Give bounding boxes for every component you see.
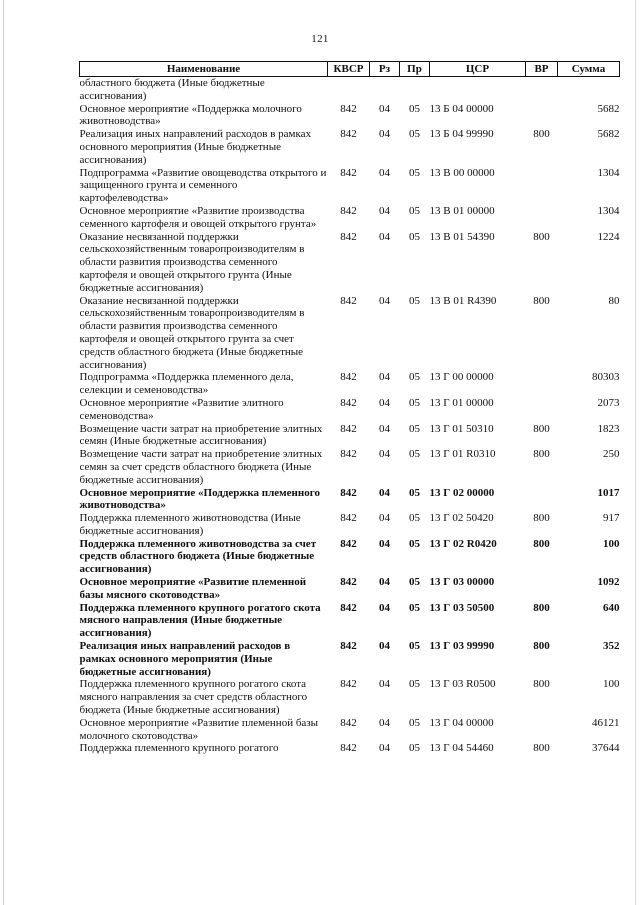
row-rz: 04	[379, 371, 390, 384]
row-vr: 800	[533, 678, 550, 691]
row-rz: 04	[379, 716, 390, 729]
row-tsr: 13 Г 01 R0310	[429, 448, 496, 461]
header-row	[80, 62, 620, 77]
row-rz: 04	[379, 640, 390, 653]
row-pr: 05	[409, 128, 420, 141]
row-sum: 1823	[597, 422, 620, 435]
row-vr: 800	[533, 230, 550, 243]
row-kvsr: 842	[340, 422, 357, 435]
row-sum: 640	[603, 601, 620, 614]
row-name: Основное мероприятие «Поддержка племенного животноводства»	[79, 486, 320, 512]
row-rz: 04	[379, 230, 390, 243]
table-row	[80, 487, 620, 513]
row-kvsr: 842	[340, 396, 357, 409]
row-rz: 04	[379, 601, 390, 614]
row-name: Поддержка племенного крупного рогатого скота мясного направления (Иные бюджетные ассигнования)	[79, 601, 321, 640]
row-kvsr: 842	[340, 512, 357, 525]
row-tsr: 13 Г 04 54460	[429, 742, 494, 755]
row-sum: 5682	[597, 102, 620, 115]
row-kvsr: 842	[340, 128, 357, 141]
row-pr: 05	[409, 601, 420, 614]
row-tsr: 13 Г 04 00000	[429, 716, 494, 729]
row-tsr: 13 Г 02 R0420	[429, 537, 497, 550]
table-row	[80, 371, 620, 397]
row-rz: 04	[379, 422, 390, 435]
row-name: Возмещение части затрат на приобретение элитных семян за счет средств областного бюджета (Иные бюджетные ассигнования)	[79, 448, 323, 486]
row-vr	[526, 717, 558, 743]
row-tsr: 13 Г 03 50500	[429, 601, 495, 614]
row-tsr: 13 Г 03 00000	[429, 576, 495, 589]
row-name: областного бюджета (Иные бюджетные ассигнования)	[79, 77, 265, 102]
row-name: Реализация иных направлений расходов в рамках основного мероприятия (Иные бюджетные ассигнования)	[79, 128, 312, 166]
row-name: Оказание несвязанной поддержки сельскохозяйственным товаропроизводителям в области развития производства семенного картофеля и овощей открытого грунта (Иные бюджетные ассигнования)	[79, 230, 305, 294]
header-vr: ВР	[526, 62, 558, 77]
row-tsr: 13 В 00 00000	[429, 166, 495, 179]
row-sum: 46121	[592, 716, 620, 729]
row-rz: 04	[379, 512, 390, 525]
row-sum: 37644	[592, 742, 620, 755]
header-kvsr: КВСР	[328, 62, 370, 77]
row-vr	[526, 576, 558, 602]
table-row	[80, 717, 620, 743]
row-kvsr: 842	[340, 102, 357, 115]
row-vr: 800	[533, 601, 550, 614]
row-tsr: 13 В 01 00000	[429, 204, 495, 217]
table-body	[80, 77, 620, 756]
row-rz: 04	[379, 102, 390, 115]
row-tsr: 13 Г 03 99990	[429, 640, 495, 653]
row-kvsr: 842	[340, 294, 357, 307]
row-sum: 917	[603, 512, 620, 525]
row-kvsr: 842	[340, 576, 357, 589]
row-name: Основное мероприятие «Развитие элитного семеноводства»	[79, 396, 284, 422]
table-row	[80, 602, 620, 640]
row-vr	[526, 167, 558, 205]
row-kvsr: 842	[340, 371, 357, 384]
row-vr	[526, 103, 558, 129]
header-name: Наименование	[80, 62, 328, 77]
table-row	[80, 640, 620, 678]
row-sum: 1304	[597, 204, 620, 217]
table-row	[80, 448, 620, 486]
row-pr: 05	[409, 640, 420, 653]
row-vr	[526, 487, 558, 513]
row-name: Основное мероприятие «Развитие производства семенного картофеля и овощей открытого грунта»	[79, 204, 317, 230]
row-sum: 250	[603, 448, 620, 461]
row-sum	[558, 77, 620, 103]
row-tsr: 13 Г 02 00000	[429, 486, 495, 499]
row-name: Поддержка племенного крупного рогатого	[79, 742, 279, 755]
row-sum: 1304	[597, 166, 620, 179]
row-sum: 1017	[597, 486, 620, 499]
scan-edge-right	[635, 0, 636, 905]
row-kvsr	[328, 77, 370, 103]
row-vr: 800	[533, 537, 550, 550]
row-kvsr: 842	[340, 537, 357, 550]
row-name: Поддержка племенного крупного рогатого скота мясного направления за счет средств областного бюджета (Иные бюджетные ассигнования)	[79, 678, 308, 717]
row-kvsr: 842	[340, 601, 357, 614]
row-rz: 04	[379, 294, 390, 307]
row-sum: 100	[603, 678, 620, 691]
row-pr: 05	[409, 371, 420, 384]
table-row	[80, 678, 620, 716]
row-pr: 05	[409, 102, 420, 115]
row-tsr: 13 В 01 R4390	[429, 294, 497, 307]
row-rz: 04	[379, 204, 390, 217]
header-tsr: ЦСР	[430, 62, 526, 77]
row-kvsr: 842	[340, 678, 357, 691]
row-sum: 2073	[597, 396, 620, 409]
row-kvsr: 842	[340, 640, 357, 653]
scan-edge-left	[3, 0, 4, 905]
table-row	[80, 576, 620, 602]
table-row	[80, 77, 620, 103]
row-pr: 05	[409, 448, 420, 461]
row-rz: 04	[379, 486, 390, 499]
row-rz: 04	[379, 128, 390, 141]
row-tsr: 13 Б 04 99990	[429, 128, 494, 141]
row-rz: 04	[379, 448, 390, 461]
row-sum: 100	[603, 537, 620, 550]
row-name: Подпрограмма «Поддержка племенного дела, селекции и семеноводства»	[79, 371, 294, 397]
row-tsr: 13 Г 03 R0500	[429, 678, 496, 691]
row-pr: 05	[409, 294, 420, 307]
row-pr: 05	[409, 230, 420, 243]
row-kvsr: 842	[340, 448, 357, 461]
row-pr	[400, 77, 430, 103]
row-name: Основное мероприятие «Развитие племенной базы молочного скотоводства»	[79, 716, 319, 742]
row-pr: 05	[409, 422, 420, 435]
row-rz	[370, 77, 400, 103]
row-kvsr: 842	[340, 716, 357, 729]
table-row	[80, 512, 620, 538]
table-header	[80, 62, 620, 77]
row-kvsr: 842	[340, 204, 357, 217]
row-name: Оказание несвязанной поддержки сельскохозяйственным товаропроизводителям в области развития производства семенного картофеля и овощей открытого грунта за счет средств областного бюджета (Иные бюджетные ассигнования)	[79, 294, 305, 371]
row-vr: 800	[533, 448, 550, 461]
row-tsr: 13 Г 01 00000	[429, 396, 494, 409]
table-row	[80, 397, 620, 423]
row-name: Возмещение части затрат на приобретение элитных семян (Иные бюджетные ассигнования)	[79, 422, 323, 448]
table-row	[80, 423, 620, 449]
row-pr: 05	[409, 716, 420, 729]
page-number: 121	[311, 33, 329, 45]
table-row	[80, 538, 620, 576]
row-rz: 04	[379, 678, 390, 691]
table-row	[80, 167, 620, 205]
row-sum: 1224	[597, 230, 620, 243]
row-kvsr: 842	[340, 166, 357, 179]
row-name: Поддержка племенного животноводства за счет средств областного бюджета (Иные бюджетные ассигнования)	[79, 537, 317, 576]
row-kvsr: 842	[340, 742, 357, 755]
row-rz: 04	[379, 166, 390, 179]
row-pr: 05	[409, 512, 420, 525]
row-vr	[526, 397, 558, 423]
row-sum: 352	[603, 640, 620, 653]
row-pr: 05	[409, 396, 420, 409]
row-vr	[526, 77, 558, 103]
row-tsr: 13 Б 04 00000	[429, 102, 494, 115]
row-pr: 05	[409, 742, 420, 755]
row-rz: 04	[379, 742, 390, 755]
header-pr: Пр	[400, 62, 430, 77]
row-tsr: 13 В 01 54390	[429, 230, 495, 243]
row-vr: 800	[533, 512, 550, 525]
budget-table	[79, 61, 620, 755]
table-row	[80, 205, 620, 231]
table-row	[80, 742, 620, 755]
row-kvsr: 842	[340, 230, 357, 243]
header-sum: Сумма	[558, 62, 620, 77]
row-tsr: 13 Г 02 50420	[429, 512, 494, 525]
header-rz: Рз	[370, 62, 400, 77]
row-pr: 05	[409, 576, 420, 589]
row-sum: 80303	[592, 371, 620, 384]
row-sum: 80	[608, 294, 620, 307]
table-row	[80, 231, 620, 295]
row-vr: 800	[533, 422, 550, 435]
row-rz: 04	[379, 537, 390, 550]
row-vr	[526, 371, 558, 397]
row-sum: 5682	[597, 128, 620, 141]
row-vr: 800	[533, 742, 550, 755]
row-vr: 800	[533, 294, 550, 307]
row-pr: 05	[409, 166, 420, 179]
row-name: Основное мероприятие «Поддержка молочного животноводства»	[79, 102, 302, 128]
row-rz: 04	[379, 576, 390, 589]
row-kvsr: 842	[340, 486, 357, 499]
row-sum: 1092	[597, 576, 620, 589]
row-vr	[526, 205, 558, 231]
row-vr: 800	[533, 128, 550, 141]
row-pr: 05	[409, 204, 420, 217]
row-tsr: 13 Г 00 00000	[429, 371, 494, 384]
table-row	[80, 103, 620, 129]
row-name: Поддержка племенного животноводства (Иные бюджетные ассигнования)	[79, 512, 301, 537]
table-row	[80, 128, 620, 166]
row-pr: 05	[409, 486, 420, 499]
row-tsr: 13 Г 01 50310	[429, 422, 494, 435]
row-pr: 05	[409, 537, 420, 550]
row-pr: 05	[409, 678, 420, 691]
table-row	[80, 295, 620, 372]
row-name: Основное мероприятие «Развитие племенной базы мясного скотоводства»	[79, 576, 307, 601]
row-vr: 800	[533, 640, 550, 653]
row-rz: 04	[379, 396, 390, 409]
row-name: Подпрограмма «Развитие овощеводства открытого и защищенного грунта и семенного картофелеводства»	[79, 166, 327, 205]
row-tsr	[430, 77, 526, 103]
row-name: Реализация иных направлений расходов в рамках основного мероприятия (Иные бюджетные ассигнования)	[79, 640, 291, 678]
